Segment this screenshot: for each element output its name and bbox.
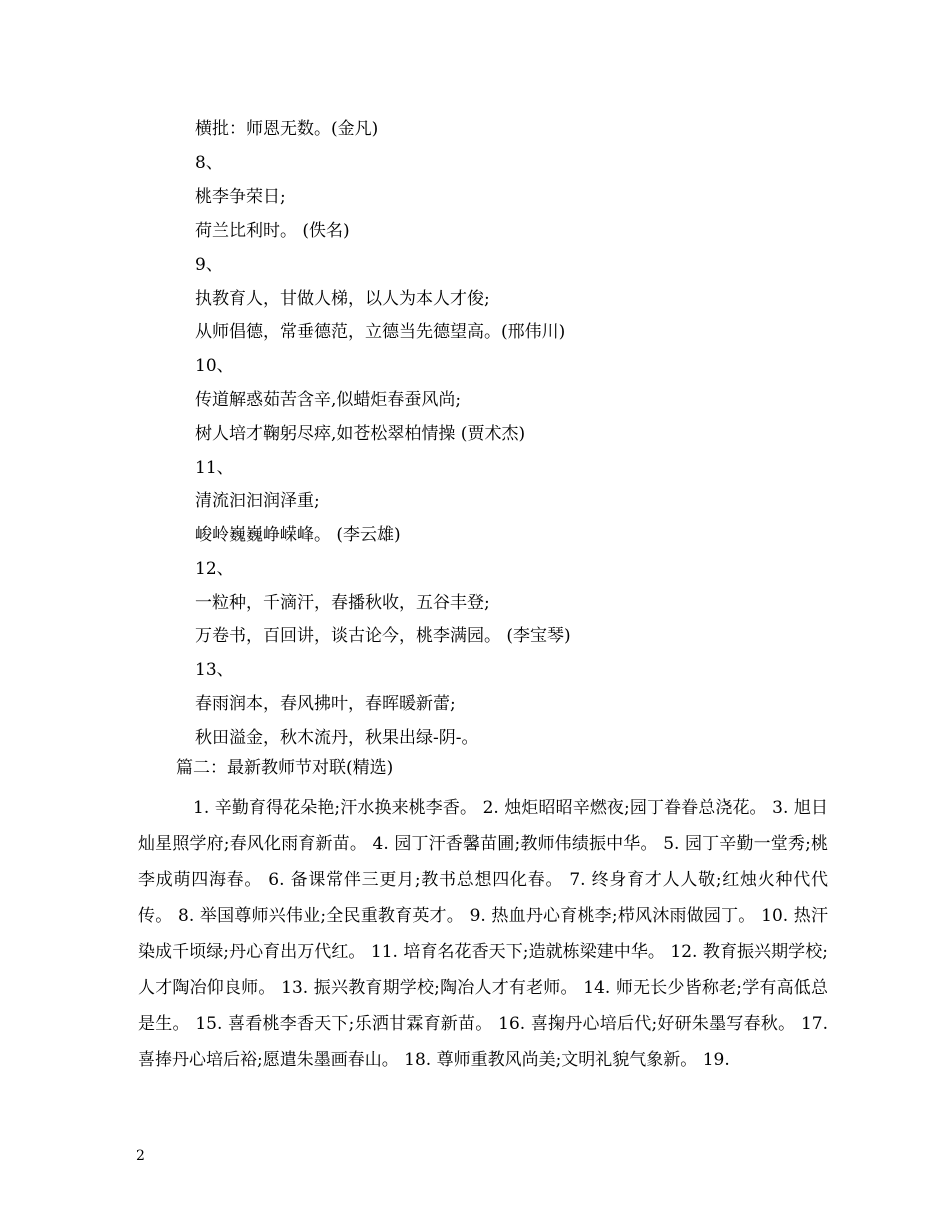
text-line: 峻岭巍巍峥嵘峰。 (李云雄) — [195, 525, 401, 545]
page-number: 2 — [136, 1148, 145, 1164]
couplet-paragraph: 1. 辛勤育得花朵艳;汗水换来桃李香。 2. 烛炬昭昭辛燃夜;园丁眷眷总浇花。 3. 旭日灿星照学府;春风化雨育新苗。 4. 园丁汗香馨苗圃;教师伟绩振中华。 5. 园丁辛勤一堂秀;桃李成萌四海春。 6. 备课常伴三更月;教书总想四化春。 7. 终身育才人人敬;红烛火种代代传。 8. 举国尊师兴伟业;全民重教育英才。 9. 热血丹心育桃李;栉风沐雨做园丁。 10. 热汗染成千顷绿;丹心育出万代红。 11. 培育名花香天下;造就栋梁建中华。 12. 教育振兴期学校;人才陶冶仰良师。 13. 振兴教育期学校;陶冶人才有老师。 14. 师无长少皆称老;学有高低总是生。 15. 喜看桃李香天下;乐洒甘霖育新苗。 16. 喜掬丹心培后代;好研朱墨写春秋。 17. 喜捧丹心培后裕;愿遣朱墨画春山。 18. 尊师重教风尚美;文明礼貌气象新。 19. — [138, 798, 828, 1070]
text-line: 从师倡德，常垂德范，立德当先德望高。(邢伟川) — [195, 322, 566, 342]
text-line: 10、 — [195, 356, 234, 376]
section-title: 篇二：最新教师节对联(精选) — [176, 758, 394, 778]
text-line: 9、 — [195, 255, 223, 275]
text-line: 春雨润本，春风拂叶，春晖暖新蕾; — [195, 694, 456, 714]
text-line: 树人培才鞠躬尽瘁,如苍松翠柏情操 (贾术杰) — [195, 424, 526, 444]
text-line: 13、 — [195, 660, 234, 680]
text-line: 清流汩汩润泽重; — [195, 491, 320, 511]
text-line: 荷兰比利时。 (佚名) — [195, 221, 350, 241]
text-line: 传道解惑茹苦含辛,似蜡炬春蚕风尚; — [195, 390, 462, 410]
text-line: 一粒种，千滴汗，春播秋收，五谷丰登; — [195, 593, 490, 613]
text-line: 桃李争荣日; — [195, 187, 286, 207]
text-line: 横批：师恩无数。(金凡) — [195, 119, 379, 139]
text-line: 12、 — [195, 559, 234, 579]
text-line: 11、 — [195, 458, 234, 478]
text-line: 秋田溢金，秋木流丹，秋果出绿-阴-。 — [195, 728, 479, 748]
text-line: 8、 — [195, 153, 223, 173]
text-line: 万卷书，百回讲，谈古论今，桃李满园。 (李宝琴) — [195, 626, 571, 646]
text-line: 执教育人，甘做人梯，以人为本人才俊; — [195, 289, 490, 309]
